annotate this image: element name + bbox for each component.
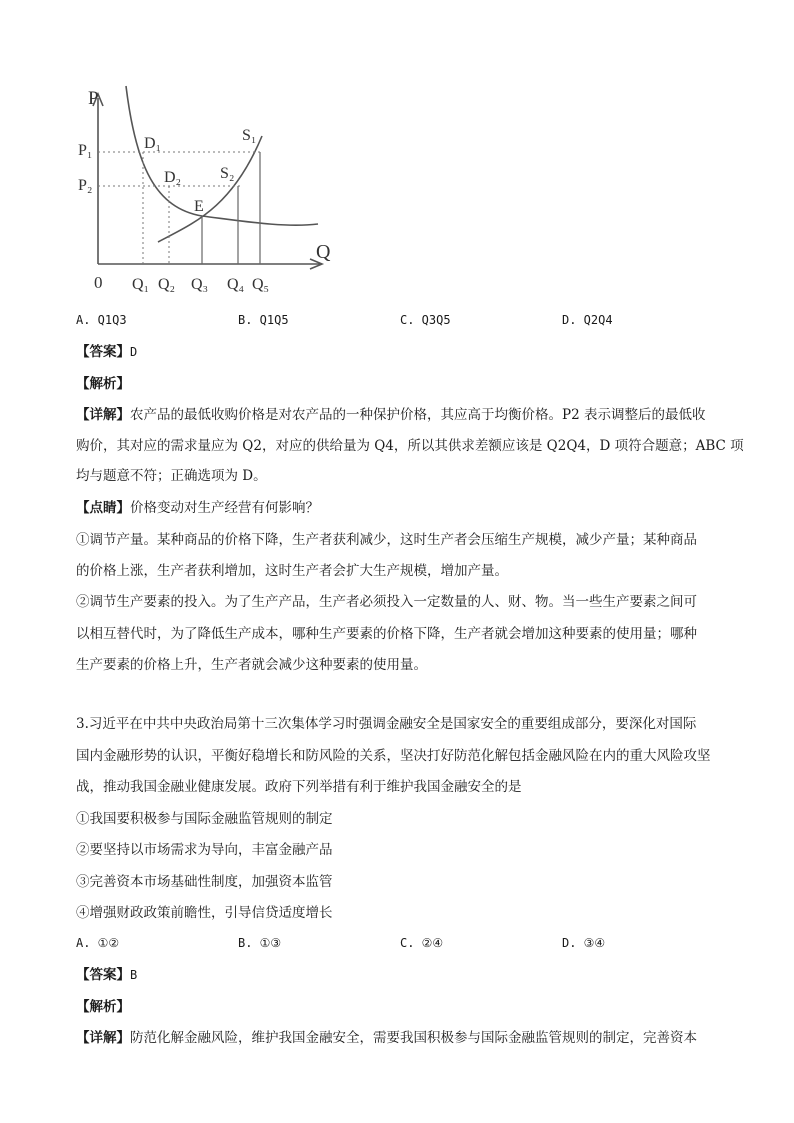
detail-tag: 【详解】 bbox=[76, 407, 130, 423]
q3-option-d: D. ③④ bbox=[562, 936, 606, 950]
q3-label: Q₃ bbox=[191, 276, 209, 293]
q2-note-line-5: 生产要素的价格上升，生产者就会减少这种要素的使用量。 bbox=[76, 657, 427, 673]
q3-stem-line-1: 3.习近平在中共中央政治局第十三次集体学习时强调金融安全是国家安全的重要组成部分，要深化对国际 bbox=[76, 716, 697, 732]
q2-label: Q₂ bbox=[158, 276, 176, 293]
detail-text: 防范化解金融风险，维护我国金融安全，需要我国积极参与国际金融监管规则的制定，完善资本 bbox=[130, 1030, 697, 1046]
p1-label: P₁ bbox=[78, 142, 93, 159]
note-title-text: 价格变动对生产经营有何影响？ bbox=[130, 500, 319, 516]
q3-options bbox=[76, 936, 776, 956]
q3-option-c: C. ②④ bbox=[400, 936, 444, 950]
q3-answer bbox=[76, 965, 736, 985]
answer-value: B bbox=[130, 968, 138, 982]
q3-stem-line-2: 国内金融形势的认识，平衡好稳增长和防风险的关系，坚决打好防范化解包括金融风险在内的重大风险攻坚 bbox=[76, 748, 711, 764]
d2-label: D₂ bbox=[164, 169, 182, 186]
q2-detail-line-3: 均与题意不符；正确选项为 D。 bbox=[76, 468, 267, 484]
answer-value: D bbox=[130, 345, 138, 359]
p2-label: P₂ bbox=[78, 177, 93, 194]
q2-option-a: A. Q1Q3 bbox=[76, 313, 127, 327]
q2-note-line-2: 的价格上涨，生产者获利增加，这时生产者会扩大生产规模，增加产量。 bbox=[76, 563, 508, 579]
s1-label: S₁ bbox=[242, 127, 257, 144]
q2-detail-line-2: 购价，其对应的需求量应为 Q2，对应的供给量为 Q4，所以其供求差额应该是 Q2Q4，D 项符合题意；ABC 项 bbox=[76, 438, 744, 454]
q3-detail-line-1 bbox=[76, 1028, 736, 1048]
s2-label: S₂ bbox=[220, 165, 235, 182]
axis-p-label: P bbox=[88, 88, 99, 109]
e-label: E bbox=[194, 198, 204, 215]
q5-label: Q₅ bbox=[252, 276, 270, 293]
q1-label: Q₁ bbox=[132, 276, 150, 293]
q3-option-b: B. ①③ bbox=[238, 936, 282, 950]
q2-answer bbox=[76, 342, 736, 362]
q2-note-line-1: ①调节产量。某种商品的价格下降，生产者获利减少，这时生产者会压缩生产规模，减少产量；某种商品 bbox=[76, 532, 697, 548]
q3-item-4: ④增强财政政策前瞻性，引导信贷适度增长 bbox=[76, 905, 333, 921]
answer-tag: 【答案】 bbox=[76, 967, 130, 983]
q3-item-1: ①我国要积极参与国际金融监管规则的制定 bbox=[76, 811, 333, 827]
detail-text: 农产品的最低收购价格是对农产品的一种保护价格，其应高于均衡价格。P2 表示调整后的最低收 bbox=[130, 407, 706, 423]
detail-tag: 【详解】 bbox=[76, 1030, 130, 1046]
q3-stem-line-3: 战，推动我国金融业健康发展。政府下列举措有利于维护我国金融安全的是 bbox=[76, 779, 522, 795]
axis-q-label: Q bbox=[316, 241, 331, 263]
q2-note-title bbox=[76, 498, 736, 518]
note-tag: 【点睛】 bbox=[76, 500, 130, 516]
analysis-tag: 【解析】 bbox=[76, 376, 130, 392]
q2-options bbox=[76, 313, 776, 333]
q4-label: Q₄ bbox=[227, 276, 245, 293]
q2-note-line-4: 以相互替代时，为了降低生产成本，哪种生产要素的价格下降，生产者就会增加这种要素的使用量；哪种 bbox=[76, 626, 697, 642]
answer-tag: 【答案】 bbox=[76, 344, 130, 360]
supply-demand-graph bbox=[74, 78, 344, 300]
analysis-tag: 【解析】 bbox=[76, 999, 130, 1015]
q2-option-b: B. Q1Q5 bbox=[238, 313, 289, 327]
q2-note-line-3: ②调节生产要素的投入。为了生产产品，生产者必须投入一定数量的人、财、物。当一些生产要素之间可 bbox=[76, 594, 697, 610]
q2-detail-line-1 bbox=[76, 405, 736, 425]
q2-option-c: C. Q3Q5 bbox=[400, 313, 451, 327]
q2-analysis bbox=[76, 374, 736, 394]
origin-label: 0 bbox=[94, 273, 103, 292]
q3-item-3: ③完善资本市场基础性制度，加强资本监管 bbox=[76, 874, 333, 890]
demand-curve bbox=[126, 86, 318, 225]
q2-option-d: D. Q2Q4 bbox=[562, 313, 613, 327]
d1-label: D₁ bbox=[144, 135, 162, 152]
q3-analysis bbox=[76, 997, 736, 1017]
q3-option-a: A. ①② bbox=[76, 936, 120, 950]
q3-item-2: ②要坚持以市场需求为导向，丰富金融产品 bbox=[76, 842, 333, 858]
